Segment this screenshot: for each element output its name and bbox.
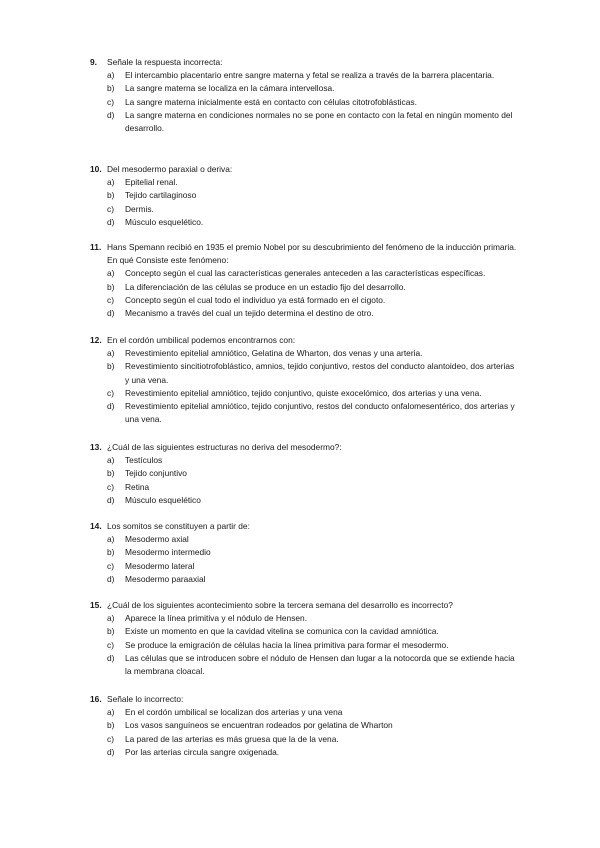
option-a <box>107 454 520 467</box>
option-b <box>107 189 520 202</box>
option-letter: c) <box>107 203 114 214</box>
option-letter: a) <box>107 70 115 81</box>
option-text: Tejido cartilaginoso <box>125 190 197 201</box>
option-letter: a) <box>107 455 115 466</box>
option-letter: a) <box>107 348 115 359</box>
option-text: Revestimiento epitelial amniótico, tejido conjuntivo, quiste exocelómico, dos arterias y una vena. <box>125 387 482 398</box>
option-b <box>107 719 520 732</box>
question-number: 15. <box>90 600 102 610</box>
option-d <box>107 307 520 320</box>
question-text: ¿Cuál de las siguientes estructuras no deriva del mesodermo?: <box>107 442 342 452</box>
option-text: Por las arterias circula sangre oxigenada. <box>125 746 280 757</box>
option-a <box>107 612 520 625</box>
option-b <box>107 360 520 386</box>
option-letter: b) <box>107 626 115 637</box>
option-letter: c) <box>107 387 114 398</box>
option-letter: b) <box>107 83 115 94</box>
option-text: Existe un momento en que la cavidad vitelina se comunica con la cavidad amniótica. <box>125 626 439 637</box>
option-text: Tejido conjuntivo <box>125 468 187 479</box>
option-text: La sangre materna en condiciones normales no se pone en contacto con la fetal en ningún momento del desarrollo. <box>125 109 513 134</box>
option-a <box>107 69 520 82</box>
question-16 <box>90 693 520 759</box>
question-12 <box>90 334 520 426</box>
option-text: Revestimiento epitelial amniótico, Gelatina de Wharton, dos venas y una arteria. <box>125 348 423 359</box>
option-text: Mecanismo a través del cual un tejido determina el destino de otro. <box>125 308 374 319</box>
option-text: Músculo esquelético. <box>125 216 204 227</box>
question-text: En el cordón umbilical podemos encontrarnos con: <box>107 335 296 345</box>
question-number: 11. <box>90 242 102 252</box>
option-letter: b) <box>107 190 115 201</box>
option-text: Mesodermo paraaxial <box>125 573 206 584</box>
option-text: Concepto según el cual todo el individuo ya está formado en el cigoto. <box>125 294 386 305</box>
question-text: Los somitos se constituyen a partir de: <box>107 521 250 531</box>
option-text: Revestimiento sincitiotrofoblástico, amnios, tejido conjuntivo, restos del conducto alantoideo, dos arterias y una vena. <box>125 361 515 385</box>
question-stem <box>90 241 520 267</box>
option-text: Se produce la emigración de células hacia la línea primitiva para formar el mesodermo. <box>125 639 449 650</box>
option-d <box>107 652 520 678</box>
question-number: 10. <box>90 164 102 174</box>
question-stem <box>90 56 520 69</box>
option-text: Mesodermo lateral <box>125 560 195 571</box>
option-letter: c) <box>107 560 114 571</box>
option-b <box>107 625 520 638</box>
question-11 <box>90 241 520 320</box>
option-text: Los vasos sanguíneos se encuentran rodeados por gelatina de Wharton <box>125 720 393 731</box>
question-9 <box>90 56 520 135</box>
option-a <box>107 347 520 360</box>
option-text: Dermis. <box>125 203 154 214</box>
question-stem <box>90 334 520 347</box>
option-d <box>107 573 520 586</box>
option-letter: a) <box>107 534 115 545</box>
option-text: La sangre materna se localiza en la cámara intervellosa. <box>125 83 335 94</box>
option-c <box>107 294 520 307</box>
question-stem <box>90 441 520 454</box>
question-stem <box>90 163 520 176</box>
question-stem <box>90 599 520 612</box>
option-letter: d) <box>107 652 115 663</box>
option-b <box>107 82 520 95</box>
option-text: En el cordón umbilical se localizan dos arterias y una vena <box>125 707 343 718</box>
option-d <box>107 746 520 759</box>
option-letter: d) <box>107 573 115 584</box>
question-stem <box>90 693 520 706</box>
option-c <box>107 387 520 400</box>
option-letter: a) <box>107 268 115 279</box>
question-number: 16. <box>90 694 102 704</box>
option-letter: d) <box>107 401 115 412</box>
option-a <box>107 176 520 189</box>
option-text: Las células que se introducen sobre el nódulo de Hensen dan lugar a la notocorda que se extiende hacia la membrana cloacal. <box>125 652 515 677</box>
option-letter: a) <box>107 707 115 718</box>
option-text: Testículos <box>125 455 163 466</box>
question-text: Señale lo incorrecto: <box>107 694 184 704</box>
option-text: La sangre materna inicialmente está en contacto con células citotrofoblásticas. <box>125 96 417 107</box>
option-a <box>107 267 520 280</box>
option-c <box>107 203 520 216</box>
option-letter: c) <box>107 294 114 305</box>
option-letter: c) <box>107 96 114 107</box>
question-10 <box>90 163 520 229</box>
question-stem <box>90 520 520 533</box>
option-letter: b) <box>107 720 115 731</box>
option-c <box>107 733 520 746</box>
question-number: 14. <box>90 521 102 531</box>
option-text: Aparece la línea primitiva y el nódulo de Hensen. <box>125 613 308 624</box>
option-letter: d) <box>107 746 115 757</box>
option-letter: a) <box>107 177 115 188</box>
question-text: Hans Spemann recibió en 1935 el premio Nobel por su descubrimiento del fenómeno de la inducción primaria. En qué Consiste este fenómeno: <box>107 242 517 266</box>
option-c <box>107 639 520 652</box>
option-letter: b) <box>107 361 115 372</box>
option-letter: b) <box>107 281 115 292</box>
option-letter: a) <box>107 613 115 624</box>
question-text: ¿Cuál de los siguientes acontecimiento sobre la tercera semana del desarrollo es incorrecto? <box>107 600 453 610</box>
option-letter: c) <box>107 481 114 492</box>
option-text: Concepto según el cual las características generales anteceden a las características específicas. <box>125 268 486 279</box>
question-number: 13. <box>90 442 102 452</box>
option-letter: d) <box>107 216 115 227</box>
option-text: La pared de las arterias es más gruesa que la de la vena. <box>125 733 339 744</box>
option-d <box>107 400 520 426</box>
option-letter: b) <box>107 468 115 479</box>
option-b <box>107 281 520 294</box>
option-text: Músculo esquelético <box>125 494 201 505</box>
question-13 <box>90 441 520 507</box>
option-text: Revestimiento epitelial amniótico, tejido conjuntivo, restos del conducto onfalomesentérico, dos arterias y una vena. <box>125 401 515 425</box>
option-c <box>107 560 520 573</box>
question-text: Del mesodermo paraxial o deriva: <box>107 164 233 174</box>
option-b <box>107 546 520 559</box>
question-14 <box>90 520 520 586</box>
option-d <box>107 216 520 229</box>
question-15 <box>90 599 520 678</box>
option-letter: c) <box>107 639 114 650</box>
option-text: Epitelial renal. <box>125 177 178 188</box>
option-letter: d) <box>107 308 115 319</box>
option-text: Retina <box>125 481 150 492</box>
option-text: Mesodermo intermedio <box>125 547 211 558</box>
option-letter: d) <box>107 494 115 505</box>
question-number: 12. <box>90 335 102 345</box>
option-letter: c) <box>107 733 114 744</box>
question-text: Señale la respuesta incorrecta: <box>107 57 223 67</box>
option-d <box>107 109 520 135</box>
option-letter: b) <box>107 547 115 558</box>
option-text: La diferenciación de las células se produce en un estadio fijo del desarrollo. <box>125 281 406 292</box>
option-a <box>107 533 520 546</box>
option-letter: d) <box>107 109 115 120</box>
option-c <box>107 96 520 109</box>
option-text: Mesodermo axial <box>125 534 189 545</box>
question-number: 9. <box>90 57 97 67</box>
option-b <box>107 467 520 480</box>
option-d <box>107 494 520 507</box>
option-c <box>107 481 520 494</box>
option-text: El intercambio placentario entre sangre materna y fetal se realiza a través de la barrera placentaria. <box>125 70 495 81</box>
option-a <box>107 706 520 719</box>
